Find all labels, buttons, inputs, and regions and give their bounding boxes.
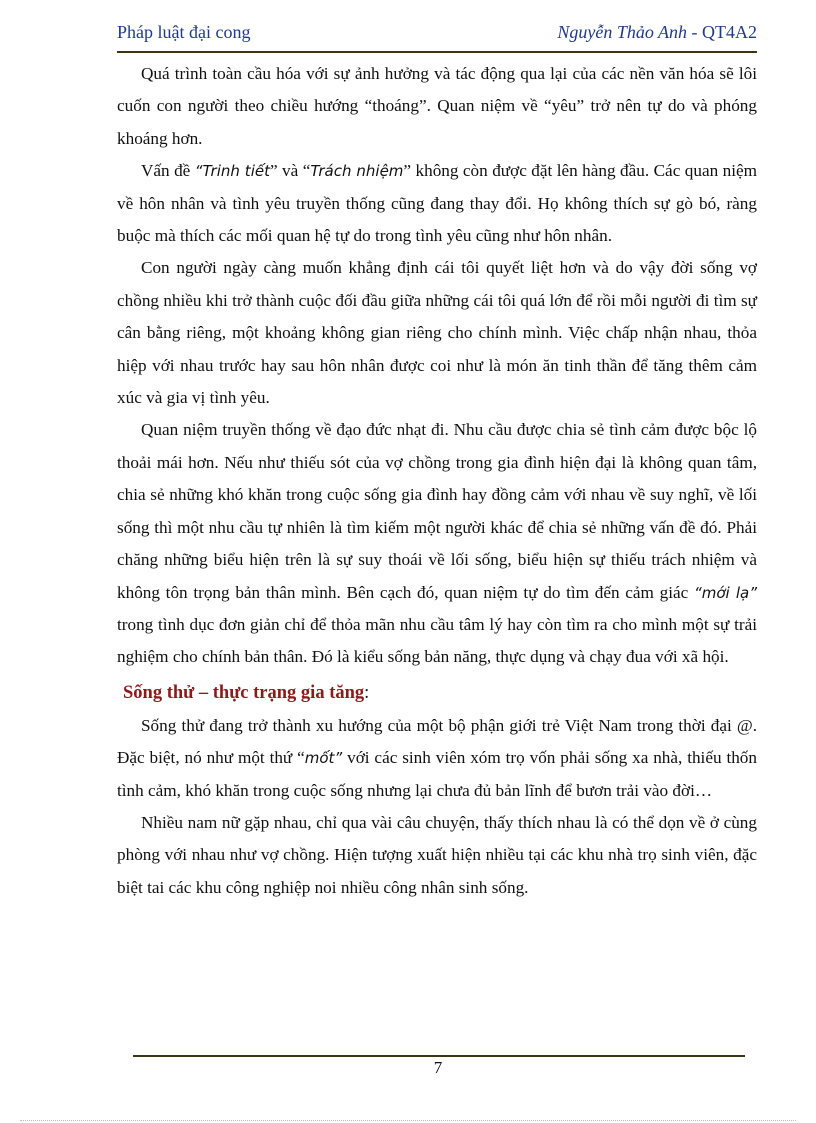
page-number: 7 xyxy=(433,1058,443,1077)
paragraph-ego: Con người ngày càng muốn khẳng định cái tôi quyết liệt hơn và do vậy đời sống vợ chồng nhiều khi trở thành cuộc đối đầu giữa những cái tôi quá lớn để rồi mỗi người đi tìm sự cân bằng riêng, một khoảng không gian riêng cho chính mình. Việc chấp nhận nhau, thỏa hiệp với nhau trước hay sau hôn nhân được coi như là món ăn tinh thần để tăng thêm cảm xúc và gia vị tình yêu. xyxy=(117,258,757,408)
paragraph-cohabitation-phenomenon: Nhiều nam nữ gặp nhau, chỉ qua vài câu chuyện, thấy thích nhau là có thể dọn về ở cùng phòng với nhau như vợ chồng. Hiện tượng xuất hiện nhiều tại các khu nhà trọ sinh viên, đặc biệt tai các khu công nghiệp noi nhiều công nhân sinh sống. xyxy=(117,812,757,897)
italic-run: mốt” xyxy=(304,749,343,768)
page-edge xyxy=(20,1120,796,1121)
paragraph-virginity-responsibility xyxy=(117,155,757,252)
footer-rule xyxy=(133,1055,745,1057)
text-run: ” không còn được đặt lên hàng đầu. Các quan niệm về hôn nhân và tình yêu truyền thống cũng đang thay đổi. Họ không thích sự gò bó, ràng buộc mà thích các mối quan hệ tự do trong tình yêu cũng như hôn nhân. xyxy=(117,161,757,246)
section-heading-text: Sống thử – thực trạng gia tăng xyxy=(123,682,365,703)
header-rule xyxy=(117,51,757,53)
section-heading xyxy=(117,674,757,710)
text-run: ” và “ xyxy=(269,161,311,181)
text-run: Vấn đề xyxy=(141,161,195,181)
paragraph-cohabitation-trend xyxy=(117,710,757,807)
header-class-code: QT4A2 xyxy=(702,22,757,42)
italic-run: “Trinh tiết xyxy=(194,162,270,181)
italic-run: Trách nhiệm xyxy=(310,162,404,181)
header-course-title: Pháp luật đại cong xyxy=(117,22,251,42)
text-run: Quan niệm truyền thống về đạo đức nhạt đi. Nhu cầu được chia sẻ tình cảm được bộc lộ thoải mái hơn. Nếu như thiếu sót của vợ chồng trong gia đình hiện đại là không quan tâm, chia sẻ những khó khăn trong cuộc sống gia đình hay đồng cảm với nhau về suy nghĩ, về lối sống thì một nhu cầu tự nhiên là tìm kiếm một người khác để chia sẻ những vấn đề đó. Phải chăng những biểu hiện trên là sự suy thoái về lối sống, biểu hiện sự thiếu trách nhiệm và không tôn trọng bản thân mình. Bên cạch đó, quan niệm tự do tìm đến cảm giác xyxy=(117,420,757,602)
text-run: Sống thử đang trở thành xu hướng của một bộ phận giới trẻ Việt Nam trong thời đại @. Đặc biệt, nó như một thứ “ xyxy=(117,715,757,768)
section-heading-colon: : xyxy=(364,682,370,703)
text-run: với các sinh viên xóm trọ vốn phải sống xa nhà, thiếu thốn tình cảm, khó khăn trong cuộc sống nhưng lại chưa đủ bản lĩnh để bươn trải vào đời… xyxy=(117,748,757,800)
document-body xyxy=(117,58,757,904)
page-header xyxy=(117,22,757,48)
italic-run: “mới lạ” xyxy=(693,583,757,602)
header-author-name: Nguyễn Thảo Anh xyxy=(557,22,687,42)
header-author xyxy=(557,22,757,43)
text-run: trong tình dục đơn giản chỉ để thỏa mãn nhu cầu tâm lý hay còn tìm ra cho mình một sự trải nghiệm cho chính bản thân. Đó là kiểu sống bản năng, thực dụng và chạy đua với xã hội. xyxy=(117,614,757,667)
header-separator: - xyxy=(687,22,702,42)
paragraph-globalization: Quá trình toàn cầu hóa với sự ảnh hưởng và tác động qua lại của các nền văn hóa sẽ lôi cuốn con người theo chiều hướng “thoáng”. Quan niệm về “yêu” trở nên tự do và phóng khoáng hơn. xyxy=(117,64,757,148)
paragraph-traditional-morals xyxy=(117,414,757,673)
